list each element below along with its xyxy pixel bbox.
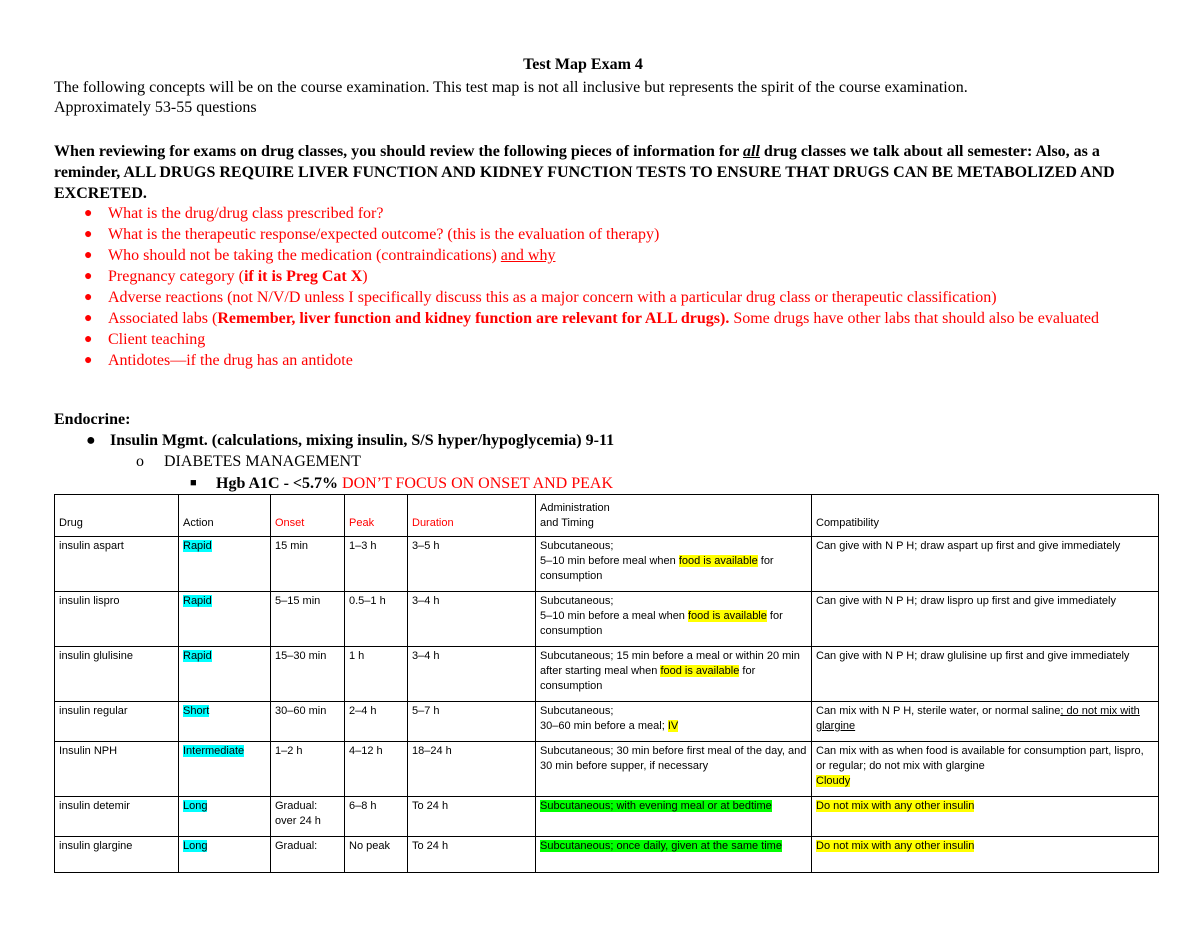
cell-highlight: food is available — [678, 555, 758, 567]
cell-text: Subcutaneous; — [540, 595, 614, 607]
cell-onset: Gradual: — [271, 837, 345, 873]
list-item — [84, 308, 1148, 329]
outline-item-text: Insulin Mgmt. (calculations, mixing insulin, S/S hyper/hypoglycemia) 9-11 — [110, 432, 615, 449]
section-heading: Endocrine: — [54, 411, 131, 428]
intro-text — [54, 78, 1154, 118]
list-item — [84, 224, 1148, 245]
cell-drug: insulin aspart — [55, 537, 179, 592]
cell-onset: 1–2 h — [271, 742, 345, 797]
cell-duration: 3–5 h — [408, 537, 536, 592]
cell-drug: insulin lispro — [55, 592, 179, 647]
outline-item-warning: DON’T FOCUS ON ONSET AND PEAK — [342, 475, 614, 492]
action-badge: Short — [183, 705, 210, 717]
cell-highlight: Do not mix with any other insulin — [816, 840, 975, 852]
action-badge: Rapid — [183, 595, 212, 607]
outline-item-text: Hgb A1C - <5.7% — [216, 475, 343, 492]
cell-highlight: food is available — [660, 665, 740, 677]
column-header-action: Action — [179, 495, 271, 537]
intro-line-1: The following concepts will be on the course examination. This test map is not all inclusive but represents the spirit of the course examination. — [54, 79, 968, 96]
cell-onset: 5–15 min — [271, 592, 345, 647]
cell-text: 5–10 min before meal when — [540, 555, 679, 567]
table-row — [55, 647, 1159, 702]
bullet-icon: ● — [84, 248, 93, 263]
list-item-text: What is the therapeutic response/expected outcome? (this is the evaluation of therapy) — [108, 226, 660, 243]
cell-peak: 6–8 h — [345, 797, 408, 837]
column-header-peak: Peak — [345, 495, 408, 537]
cell-administration — [536, 592, 812, 647]
list-item-text: ) — [362, 268, 368, 285]
list-item — [84, 266, 1148, 287]
action-badge: Rapid — [183, 540, 212, 552]
action-badge: Intermediate — [183, 745, 245, 757]
list-item — [84, 350, 1148, 371]
column-header-onset: Onset — [271, 495, 345, 537]
cell-highlight: IV — [667, 720, 679, 732]
cell-text: 5–10 min before a meal when — [540, 610, 688, 622]
cell-highlight: Subcutaneous; once daily, given at the same time — [540, 840, 782, 852]
review-instructions — [54, 141, 1154, 204]
review-part-2: drug classes we talk about all semester: Also, as a reminder, ALL DRUGS REQUIRE LIVER FUNCTION AND KIDNEY FUNCTION TESTS TO ENSURE THAT DRUGS CAN BE METABOLIZED AND EXCRETED. — [54, 143, 1115, 202]
cell-text: for consumption — [540, 555, 774, 582]
table-row — [55, 702, 1159, 742]
cell-drug: insulin detemir — [55, 797, 179, 837]
outline-item-level-2 — [136, 453, 361, 471]
cell-compatibility: Can give with N P H; draw aspart up first and give immediately — [812, 537, 1159, 592]
cell-action — [179, 837, 271, 873]
review-emphasis: all — [743, 143, 760, 160]
cell-peak: No peak — [345, 837, 408, 873]
cell-action — [179, 702, 271, 742]
list-item-text: Adverse reactions (not N/V/D unless I specifically discuss this as a major concern with a particular drug class or therapeutic classification) — [108, 289, 997, 306]
list-item-text: Pregnancy category ( — [108, 268, 244, 285]
bullet-icon: ● — [84, 227, 93, 242]
cell-text: Subcutaneous; 15 min before a meal or within 20 min after starting meal when — [540, 650, 800, 677]
cell-drug: insulin glulisine — [55, 647, 179, 702]
table-row — [55, 837, 1159, 873]
cell-action — [179, 592, 271, 647]
list-item — [84, 203, 1148, 224]
table-row — [55, 592, 1159, 647]
cell-onset: 15 min — [271, 537, 345, 592]
circle-bullet-icon: o — [136, 453, 144, 470]
cell-compatibility — [812, 742, 1159, 797]
list-item — [84, 287, 1148, 308]
action-badge: Long — [183, 840, 208, 852]
list-item-text: Some drugs have other labs that should also be evaluated — [729, 310, 1100, 327]
cell-administration: Subcutaneous; 30 min before first meal of the day, and 30 min before supper, if necessary — [536, 742, 812, 797]
cell-text: Can mix with N P H, sterile water, or normal saline — [816, 705, 1061, 717]
cell-drug: insulin glargine — [55, 837, 179, 873]
bullet-icon: ● — [84, 269, 93, 284]
cell-text: Subcutaneous; — [540, 705, 614, 717]
outline-item-text: DIABETES MANAGEMENT — [164, 453, 361, 470]
list-item-text: What is the drug/drug class prescribed for? — [108, 205, 384, 222]
cell-drug: insulin regular — [55, 702, 179, 742]
bullet-icon: ● — [84, 353, 93, 368]
bullet-icon: ● — [84, 332, 93, 347]
cell-text: Subcutaneous; — [540, 540, 614, 552]
insulin-table — [54, 494, 1159, 873]
page-title: Test Map Exam 4 — [523, 56, 643, 73]
cell-compatibility — [812, 837, 1159, 873]
cell-text: for consumption — [540, 610, 783, 637]
cell-peak: 1 h — [345, 647, 408, 702]
list-item-text-bold: Remember, liver function and kidney function are relevant for ALL drugs). — [217, 310, 730, 327]
bullet-icon: ● — [84, 206, 93, 221]
table-header-row — [55, 495, 1159, 537]
cell-peak: 1–3 h — [345, 537, 408, 592]
cell-text: Can mix with as when food is available for consumption part, lispro, or regular; do not mix with glargine — [816, 745, 1144, 772]
cell-highlight: food is available — [687, 610, 767, 622]
cell-text: Gradual: — [275, 800, 318, 812]
outline-item-level-3 — [190, 475, 613, 493]
cell-action — [179, 537, 271, 592]
cell-peak: 0.5–1 h — [345, 592, 408, 647]
list-item-text: Client teaching — [108, 331, 206, 348]
bullet-icon: ● — [86, 432, 96, 449]
cell-action — [179, 797, 271, 837]
outline-item-level-1 — [86, 432, 614, 450]
cell-onset — [271, 797, 345, 837]
table-row — [55, 797, 1159, 837]
cell-text: over 24 h — [275, 815, 321, 827]
cell-highlight: Do not mix with any other insulin — [816, 800, 975, 812]
cell-action — [179, 647, 271, 702]
list-item-text: Antidotes—if the drug has an antidote — [108, 352, 353, 369]
square-bullet-icon: ■ — [190, 477, 197, 489]
review-checklist — [84, 203, 1148, 371]
cell-text: for consumption — [540, 665, 756, 692]
list-item-text-underlined: and why — [500, 247, 556, 264]
cell-duration: To 24 h — [408, 797, 536, 837]
cell-administration — [536, 537, 812, 592]
table-row — [55, 742, 1159, 797]
cell-peak: 4–12 h — [345, 742, 408, 797]
column-header-text: Administration — [540, 502, 610, 514]
bullet-icon: ● — [84, 290, 93, 305]
action-badge: Long — [183, 800, 208, 812]
intro-line-2: Approximately 53-55 questions — [54, 99, 257, 116]
cell-administration — [536, 837, 812, 873]
cell-text-underlined: ; do not mix with glargine — [816, 705, 1140, 732]
cell-onset: 30–60 min — [271, 702, 345, 742]
cell-administration — [536, 702, 812, 742]
cell-onset: 15–30 min — [271, 647, 345, 702]
table-row — [55, 537, 1159, 592]
cell-duration: To 24 h — [408, 837, 536, 873]
column-header-administration — [536, 495, 812, 537]
cell-highlight: Subcutaneous; with evening meal or at bedtime — [540, 800, 772, 812]
list-item-text: Who should not be taking the medication (contraindications) — [108, 247, 501, 264]
column-header-duration: Duration — [408, 495, 536, 537]
action-badge: Rapid — [183, 650, 212, 662]
review-part-1: When reviewing for exams on drug classes, you should review the following pieces of information for — [54, 143, 744, 160]
cell-peak: 2–4 h — [345, 702, 408, 742]
cell-compatibility: Can give with N P H; draw glulisine up first and give immediately — [812, 647, 1159, 702]
list-item-text-bold: if it is Preg Cat X — [243, 268, 363, 285]
cell-duration: 3–4 h — [408, 592, 536, 647]
column-header-compatibility: Compatibility — [812, 495, 1159, 537]
bullet-icon: ● — [84, 311, 93, 326]
list-item — [84, 329, 1148, 350]
cell-duration: 18–24 h — [408, 742, 536, 797]
cell-compatibility: Can give with N P H; draw lispro up first and give immediately — [812, 592, 1159, 647]
list-item-text: Associated labs ( — [108, 310, 218, 327]
list-item — [84, 245, 1148, 266]
cell-drug: Insulin NPH — [55, 742, 179, 797]
cell-action — [179, 742, 271, 797]
cell-administration — [536, 797, 812, 837]
cell-duration: 5–7 h — [408, 702, 536, 742]
cell-compatibility — [812, 797, 1159, 837]
column-header-drug: Drug — [55, 495, 179, 537]
cell-compatibility — [812, 702, 1159, 742]
cell-highlight: Cloudy — [816, 775, 851, 787]
cell-administration — [536, 647, 812, 702]
cell-duration: 3–4 h — [408, 647, 536, 702]
cell-text: 30–60 min before a meal; — [540, 720, 668, 732]
column-header-text: and Timing — [540, 517, 594, 529]
